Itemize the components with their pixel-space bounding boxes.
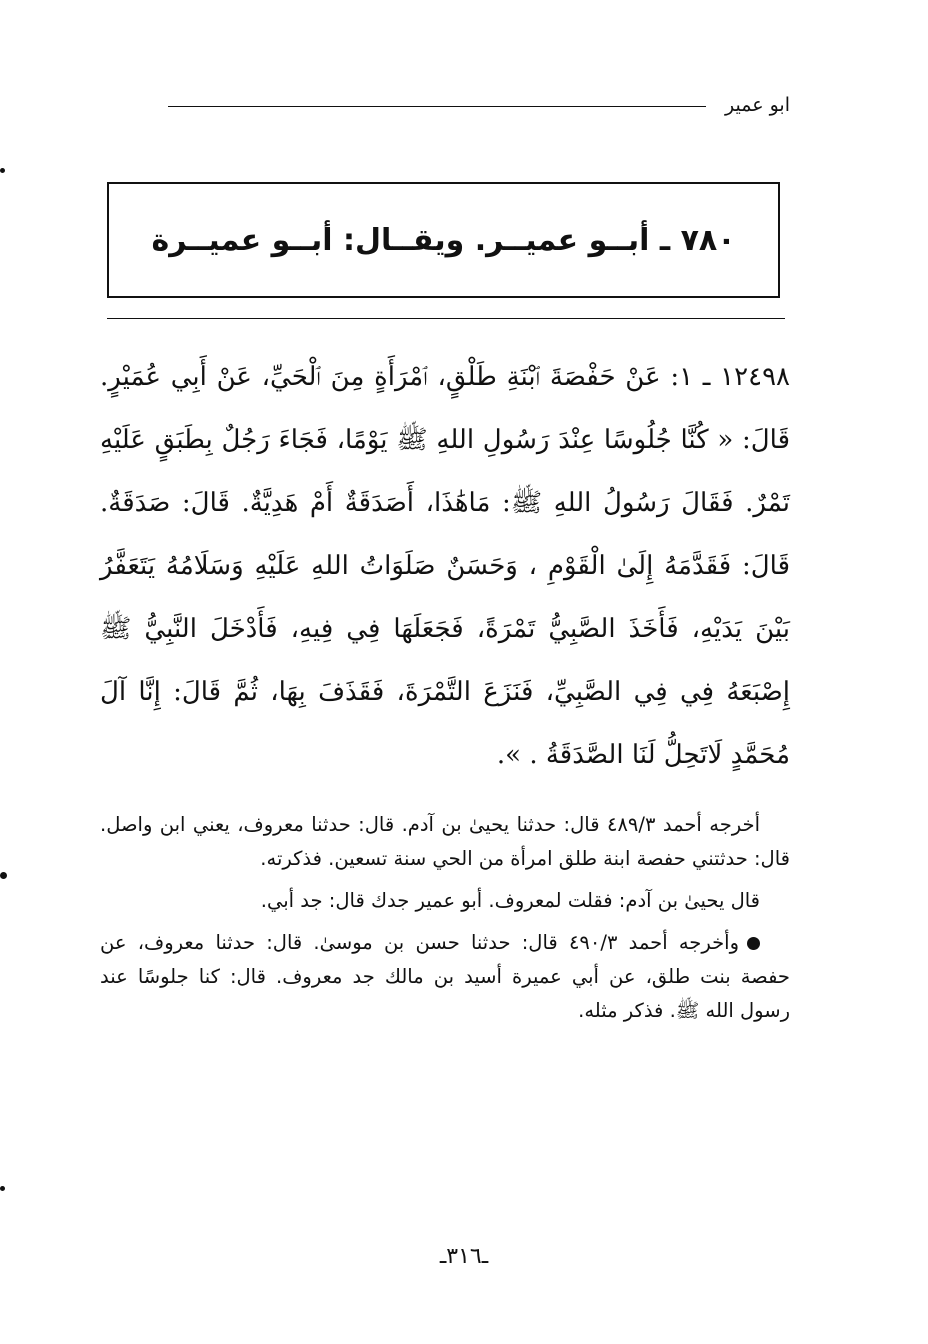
- running-title: ابو عمير: [725, 94, 790, 116]
- scan-edge-mark: [0, 168, 5, 173]
- note-paragraph-2: قال يحيىٰ بن آدم: فقلت لمعروف. أبو عمير جدك قال: جد أبي.: [260, 889, 760, 912]
- note-paragraph-3-text: وأخرجه أحمد ٤٩٠/٣ قال: حدثنا حسن بن موسىٰ. قال: حدثنا معروف، عن حفصة بنت طلق، عن أبي عميرة أسيد بن مالك جد معروف. قال: كنا جلوسًا عند رسول الله ﷺ. فذكر مثله.: [100, 931, 790, 1022]
- hadith-text-block: [100, 346, 790, 787]
- note-paragraph-3: [100, 926, 790, 1028]
- scan-edge-mark: [0, 872, 7, 879]
- bullet-icon: [747, 937, 760, 950]
- footnotes: [100, 808, 790, 1036]
- title-rule: [107, 318, 785, 319]
- entry-title-box: [107, 182, 780, 298]
- running-header: [168, 92, 790, 120]
- entry-title: ٧٨٠ ـ أبــو عميــر. ويقــال: أبــو عميــرة: [151, 222, 736, 258]
- hadith-text: ١٢٤٩٨ ـ ١: عَنْ حَفْصَةَ ٱبْنَةِ طَلْقٍ، ٱمْرَأَةٍ مِنَ ٱلْحَيِّ، عَنْ أَبِي عُمَيْرٍ. قَالَ: « كُنَّا جُلُوسًا عِنْدَ رَسُولِ اللهِ ﷺ يَوْمًا، فَجَاءَ رَجُلٌ بِطَبَقٍ عَلَيْهِ تَمْرٌ. فَقَالَ رَسُولُ اللهِ ﷺ: مَاهَٰذَا، أَصَدَقَةٌ أَمْ هَدِيَّةٌ. قَالَ: صَدَقَةٌ. قَالَ: فَقَدَّمَهُ إِلَىٰ الْقَوْمِ ، وَحَسَنٌ صَلَوَاتُ اللهِ عَلَيْهِ وَسَلَامُهُ يَتَعَفَّرُ بَيْنَ يَدَيْهِ، فَأَخَذَ الصَّبِيُّ تَمْرَةً، فَجَعَلَهَا فِي فِيهِ، فَأَدْخَلَ النَّبِيُّ ﷺ إِصْبَعَهُ فِي فِي الصَّبِيِّ، فَنَزَعَ التَّمْرَةَ، فَقَذَفَ بِهَا، ثُمَّ قَالَ: إِنَّا آلَ مُحَمَّدٍ لَاتَحِلُّ لَنَا الصَّدَقَةُ . ».: [100, 362, 790, 770]
- scan-edge-mark: [0, 1186, 5, 1191]
- page-number: ـ٣١٦ـ: [439, 1244, 489, 1269]
- note-paragraph-1: أخرجه أحمد ٤٨٩/٣ قال: حدثنا يحيىٰ بن آدم. قال: حدثنا معروف، يعني ابن واصل. قال: حدثتني حفصة ابنة طلق امرأة من الحي سنة تسعين. فذكرته.: [100, 813, 790, 870]
- header-rule: [168, 106, 706, 107]
